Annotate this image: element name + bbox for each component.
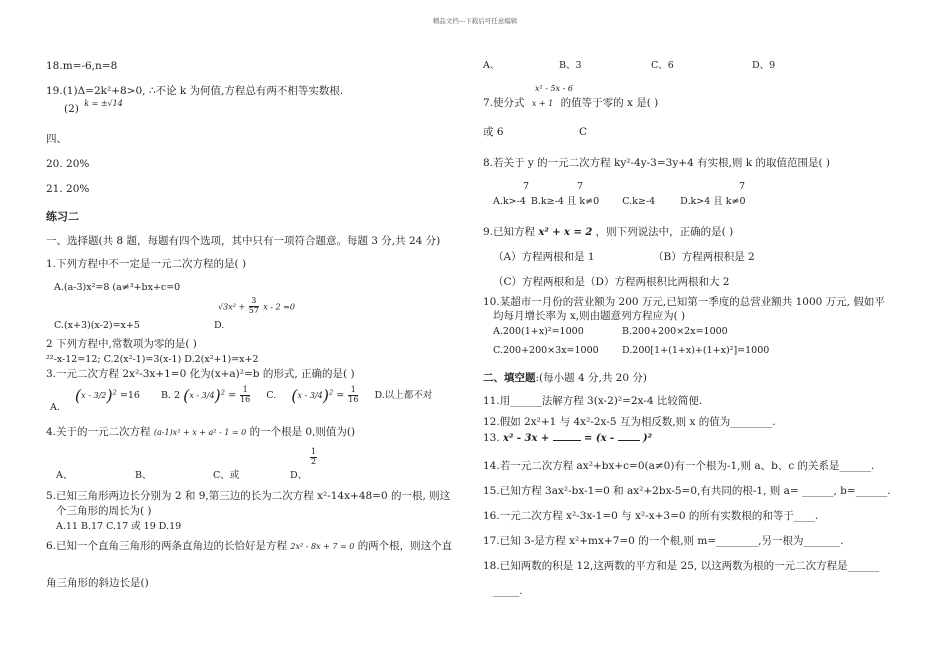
q7-numerator: x² - 5x - 6 (535, 84, 573, 93)
q18-line2: _____. (493, 585, 523, 597)
q5-line1: 5.已知三角形两边长分别为 2 和 9,第三边的长为二次方程 x²-14x+48=0 的一根, 则这 (46, 490, 451, 502)
q13-formula-3: )² (642, 433, 652, 444)
q9-options-cd: （C）方程两根和是（D）方程两根积比两根和大 2 (493, 276, 730, 288)
answer-21: 21. 20% (46, 183, 90, 195)
q13-blank-1[interactable] (553, 430, 581, 441)
q3-a-expr: (x - 3/2)$^2$ (74, 386, 117, 405)
q3-a-label: A. (50, 402, 60, 413)
q13 (483, 430, 652, 446)
q3-b-coef: 2 (174, 390, 181, 401)
q3-c-den: 16 (348, 395, 359, 404)
q7-denominator: x + 1 (531, 99, 554, 108)
q1-option-d: D. (214, 320, 225, 331)
q6-formula: 2x² - 8x + 7 = 0 (290, 542, 355, 551)
q8-b-tail: 且 k≠0 (566, 196, 600, 207)
exercise-two-title: 练习二 (46, 210, 79, 223)
answer-20: 20. 20% (46, 158, 90, 170)
q2: 2 下列方程中,常数项为零的是( ) (46, 338, 197, 350)
q11: 11.用______法解方程 3(x-2)²=2x-4 比较简便. (483, 395, 703, 407)
q8-options (493, 196, 746, 208)
page-header: 精品文档---下载后可任意编辑 (432, 17, 518, 25)
q13-formula-2: = (x - (583, 433, 615, 444)
q10-option-d: D.200[1+(1+x)+(1+x)²]=1000 (622, 345, 770, 356)
q6-text-2: 的两个根，则这个直 (357, 540, 453, 552)
q3-b-inner: x - 3/4 (189, 391, 215, 400)
q1-formula-part1: √3x² + (218, 302, 248, 312)
q6-text-1: 6.已知一个直角三角形的两条直角边的长恰好是方程 (46, 540, 288, 552)
q5-options: A.11 B.17 C.17 或 19 D.19 (56, 521, 182, 532)
q1-formula (218, 297, 295, 316)
q3-c-eq: = (336, 390, 345, 401)
q1-option-c: C.(x+3)(x-2)=x+5 (54, 320, 140, 331)
q7-partial-a: 或 6 (483, 126, 504, 138)
q10-line2: 均每月增长率为 x,则由题意列方程应为( ) (493, 310, 686, 322)
q6-option-c: C、6 (651, 60, 674, 71)
q8-c: C.k≥-4 (622, 196, 656, 207)
q14: 14.若一元二次方程 ax²+bx+c=0(a≠0)有一个根为-1,则 a、b、c 的关系是______. (483, 460, 875, 472)
q9-option-a: （A）方程两根和是 1 (493, 251, 595, 263)
q7-text-1: 7.使分式 (483, 97, 525, 109)
q3-d-option: D.以上都不对 (374, 390, 433, 401)
q8-b: B.k≥- (530, 196, 558, 207)
q8-d: D.k> (680, 196, 705, 207)
q7-text-2: 的值等于零的 x 是( ) (560, 97, 659, 109)
q17: 17.已知 3-是方程 x²+mx+7=0 的一个根,则 m=________,另一根为_______. (483, 535, 844, 547)
q4-option-a: A、 (56, 470, 73, 481)
q18-line1: 18.已知两数的积是 12,这两数的平方和是 25, 以这两数为根的一元二次方程是______ (483, 560, 880, 572)
q4-formula: (a-1)x² + x + a² - 1 = 0 (153, 428, 247, 437)
q9-text-2: ，则下列说法中，正确的是( ) (595, 226, 734, 238)
q15: 15.已知方程 3ax²-bx-1=0 和 ax²+2bx-5=0,有共同的根-1, 则 a= ______, b=______. (483, 485, 891, 497)
q10-option-a: A.200(1+x)²=1000 (493, 326, 584, 337)
q1-frac-num: 3 (249, 297, 259, 307)
q13-number: 13. (483, 432, 500, 444)
q8-a-den: 4 (519, 196, 526, 207)
q10-option-c: C.200+200×3x=1000 (493, 345, 599, 356)
q8-a: A.k>- (493, 196, 520, 207)
q9-text-1: 9.已知方程 (483, 226, 536, 238)
q8-num-b: 7 (577, 181, 584, 192)
q4-half (310, 448, 317, 467)
q3-a-inner: x - 3/2 (81, 391, 107, 400)
q3-b-num: 1 (240, 386, 250, 396)
q2-options: ²²-x-12=12; C.2(x²-1)=3(x-1) D.2(x²+1)=x+2 (46, 354, 259, 365)
answer-19-1: 19.(1)Δ=2k²+8>0, ∴不论 k 为何值,方程总有两不相等实数根. (46, 85, 344, 97)
q4-option-d: D、 (290, 470, 308, 481)
q8-num-a: 7 (523, 181, 530, 192)
q3-b-eq: = (228, 390, 237, 401)
answer-18: 18.m=-6,n=8 (46, 60, 118, 72)
answer-19-2 (64, 99, 123, 116)
q13-blank-2[interactable] (618, 430, 640, 441)
q4-option-b: B、 (135, 470, 152, 481)
q3: 3.一元二次方程 2x²-3x+1=0 化为(x+a)²=b 的形式, 正确的是( ) (46, 368, 355, 380)
q6-option-a: A、 (483, 60, 500, 71)
fill-section-heading (483, 372, 647, 385)
q4-text-2: 的一个根是 0,则值为() (249, 426, 356, 438)
q3-c-label: C. (266, 390, 277, 401)
q3-b-expr: (x - 3/4)$^2$ (183, 386, 226, 405)
q9-option-b: （B）方程两根积是 2 (653, 251, 755, 263)
q13-formula-1: x² - 3x + (503, 433, 550, 444)
fill-section-title: 二、填空题 (483, 372, 536, 384)
q10-option-b: B.200+200×2x=1000 (622, 326, 728, 337)
q1: 1.下列方程中不一定是一元二次方程的是( ) (46, 258, 247, 270)
q9-formula: x² + x = 2 (538, 227, 593, 238)
q1-formula-part2: x - 2 =0 (263, 302, 295, 312)
answer-19-2-label: (2) (64, 103, 79, 115)
q7-partial-c: C (579, 126, 588, 138)
q6-line2: 角三角形的斜边长是() (46, 577, 149, 589)
q3-b-den: 16 (240, 395, 251, 404)
q8-b-den: 4 (557, 196, 564, 207)
q4-half-num: 1 (311, 447, 317, 456)
q16: 16.一元二次方程 x²-3x-1=0 与 x²-x+3=0 的所有实数根的和等于____. (483, 510, 819, 522)
q3-c-num: 1 (348, 386, 358, 396)
section-four: 四、 (46, 133, 67, 145)
q3-c-inner: x - 3/4 (297, 391, 323, 400)
q3-b-label: B. (160, 390, 171, 401)
q7 (483, 97, 658, 110)
q4-text-1: 4.关于的一元二次方程 (46, 426, 151, 438)
q3-c-frac (348, 386, 358, 405)
q6-option-d: D、9 (752, 60, 776, 71)
q9 (483, 226, 733, 240)
right-column (475, 0, 950, 672)
q10-line1: 10.某超市一月份的营业额为 200 万元,已知第一季度的总营业额共 1000 万元, 假如平 (483, 296, 885, 308)
q4-option-c: C、或 (213, 470, 240, 481)
q4-half-den: 2 (311, 456, 317, 466)
q4-fraction (309, 448, 318, 467)
q8-d-den: 4 (704, 196, 711, 207)
answer-19-2-formula: k = ±√14 (84, 99, 123, 108)
q1-frac-den: 57 (248, 305, 259, 315)
q6-line1 (46, 540, 452, 553)
q5-line2: 个三角形的周长为( ) (56, 505, 152, 517)
q1-fraction (249, 297, 259, 316)
q3-b-frac (240, 386, 250, 405)
q12: 12.假如 2x²+1 与 4x²-2x-5 互为相反数,则 x 的值为________. (483, 416, 776, 428)
q8-d-tail: 且 k≠0 (713, 196, 746, 207)
q4 (46, 426, 355, 439)
fill-section-note: :(每小题 4 分,共 20 分) (535, 372, 647, 384)
q3-c-expr: (x - 3/4)$^2$ (291, 386, 334, 405)
q3-options (50, 386, 432, 414)
q1-option-a: A.(a-3)x²=8 (a≠³+bx+c=0 (54, 282, 181, 293)
choice-section-text: 一、选择题(共 8 题，每题有四个选项，其中只有一项符合题意。每题 3 分,共 24 分) (46, 235, 441, 247)
q8: 8.若关于 y 的一元二次方程 ky²-4y-3=3y+4 有实根,则 k 的取值范围是( ) (483, 157, 830, 169)
q3-a-value: =16 (119, 390, 140, 401)
choice-section-heading (46, 235, 440, 248)
q6-option-b: B、3 (559, 60, 582, 71)
q8-num-d: 7 (739, 181, 746, 192)
